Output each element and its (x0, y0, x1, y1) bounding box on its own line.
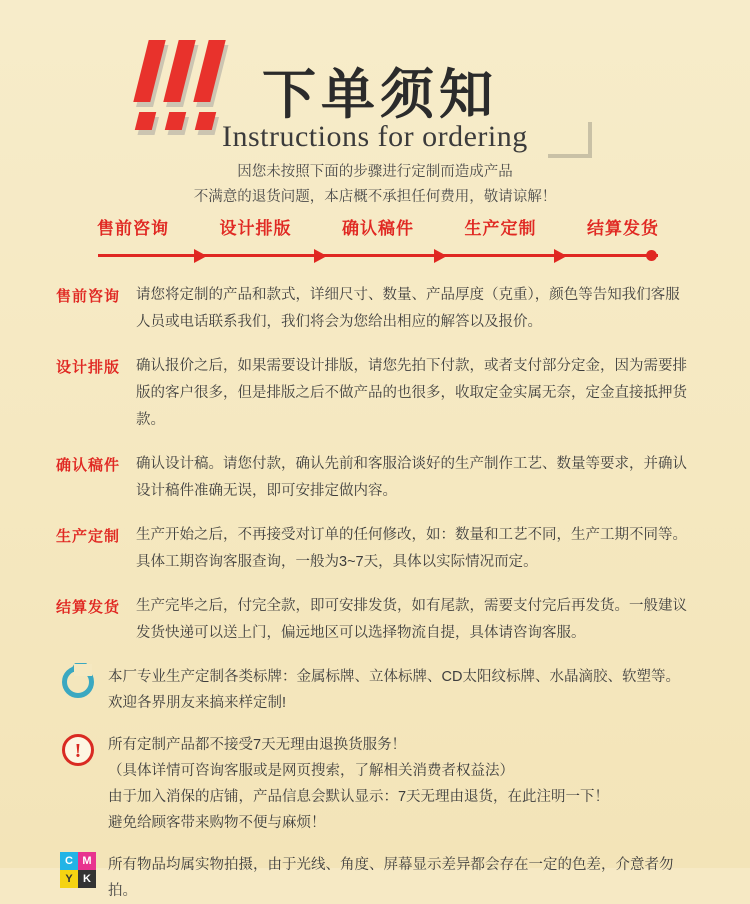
cmyk-letter-m: M (78, 852, 96, 870)
step-arrow-3-icon (434, 249, 447, 263)
detail-row (56, 353, 694, 434)
note-text (108, 664, 694, 716)
steps-flow (0, 214, 750, 274)
cmyk-letter-k: K (78, 870, 96, 888)
detail-row-text: 生产完毕之后，付完全款，即可安排发货，如有尾款，需要支付完后再发货。一般建议发货快递可以送上门，偏远地区可以选择物流自提，具体请咨询客服。 (136, 598, 687, 641)
step-endpoint-dot-icon (646, 250, 657, 261)
detail-row-key: 结算发货 (56, 599, 121, 616)
detail-row (56, 522, 694, 576)
note-item (56, 664, 694, 716)
page-subtitle-en: Instructions for ordering (222, 120, 528, 153)
page-header (0, 0, 750, 205)
note-line: 欢迎各界朋友来搞来样定制! (108, 695, 287, 711)
note-line: 本厂专业生产定制各类标牌：金属标牌、立体标牌、CD太阳纹标牌、水晶滴胶、软塑等。 (108, 669, 680, 685)
step-label-2: 设计排版 (219, 219, 292, 238)
step-label-5: 结算发货 (587, 219, 659, 238)
detail-row (56, 451, 694, 505)
cmyk-icon (56, 852, 108, 894)
note-item (56, 852, 694, 904)
note-text (108, 732, 694, 836)
detail-row-text: 确认报价之后，如果需要设计排版，请您先拍下付款，或者支付部分定金，因为需要排版的客户很多，但是排版之后不做产品的也很多，收取定金实属无奈，定金直接抵押货款。 (136, 358, 687, 428)
step-label-4: 生产定制 (464, 219, 537, 238)
details-list (0, 282, 750, 647)
note-text (108, 852, 694, 904)
page-title: 下单须知 (262, 65, 498, 125)
detail-row-text: 请您将定制的产品和款式，详细尺寸、数量、产品厚度（克重），颜色等告知我们客服人员或电话联系我们，我们将会为您给出相应的解答以及报价。 (136, 287, 680, 330)
detail-row (56, 282, 694, 336)
header-notice-line1: 因您未按照下面的步骤进行定制而造成产品 (237, 164, 513, 180)
detail-row-key: 售前咨询 (56, 288, 121, 305)
note-line: 避免给顾客带来购物不便与麻烦！ (108, 815, 326, 831)
cmyk-letter-c: C (60, 852, 78, 870)
detail-row-text: 生产开始之后，不再接受对订单的任何修改，如：数量和工艺不同，生产工期不同等。具体工期咨询客服查询，一般为3~7天，具体以实际情况而定。 (136, 527, 687, 570)
step-arrow-2-icon (314, 249, 327, 263)
step-label-1: 售前咨询 (97, 219, 169, 238)
step-arrow-1-icon (194, 249, 207, 263)
step-arrow-4-icon (554, 249, 567, 263)
detail-row (56, 593, 694, 647)
detail-row-key: 生产定制 (56, 528, 121, 545)
corner-decoration (548, 122, 592, 158)
header-notice (0, 160, 750, 210)
notes-list (0, 664, 750, 904)
note-line: 由于加入消保的店铺，产品信息会默认显示：7天无理由退货，在此注明一下！ (108, 789, 610, 805)
note-line: 所有物品均属实物拍摄，由于光线、角度、屏幕显示差异都会存在一定的色差，介意者勿拍。 (108, 857, 674, 899)
cmyk-letter-y: Y (60, 870, 78, 888)
step-label-row (78, 214, 678, 239)
detail-row-key: 确认稿件 (56, 457, 121, 474)
exclamation-icon: ! (56, 732, 108, 774)
step-label-3: 确认稿件 (342, 219, 414, 238)
detail-row-key: 设计排版 (56, 359, 121, 376)
header-notice-line2: 不满意的退货问题，本店概不承担任何费用，敬请谅解！ (193, 189, 557, 205)
step-arrow-track (98, 248, 658, 264)
recycle-icon (56, 664, 108, 706)
note-line: （具体详情可咨询客服或是网页搜索，了解相关消费者权益法） (108, 763, 514, 779)
note-item (56, 732, 694, 836)
detail-row-text: 确认设计稿。请您付款，确认先前和客服洽谈好的生产制作工艺、数量等要求，并确认设计稿件准确无误，即可安排定做内容。 (136, 456, 687, 499)
step-arrow-line (98, 254, 658, 257)
note-line: 所有定制产品都不接受7天无理由退换货服务！ (108, 737, 407, 753)
